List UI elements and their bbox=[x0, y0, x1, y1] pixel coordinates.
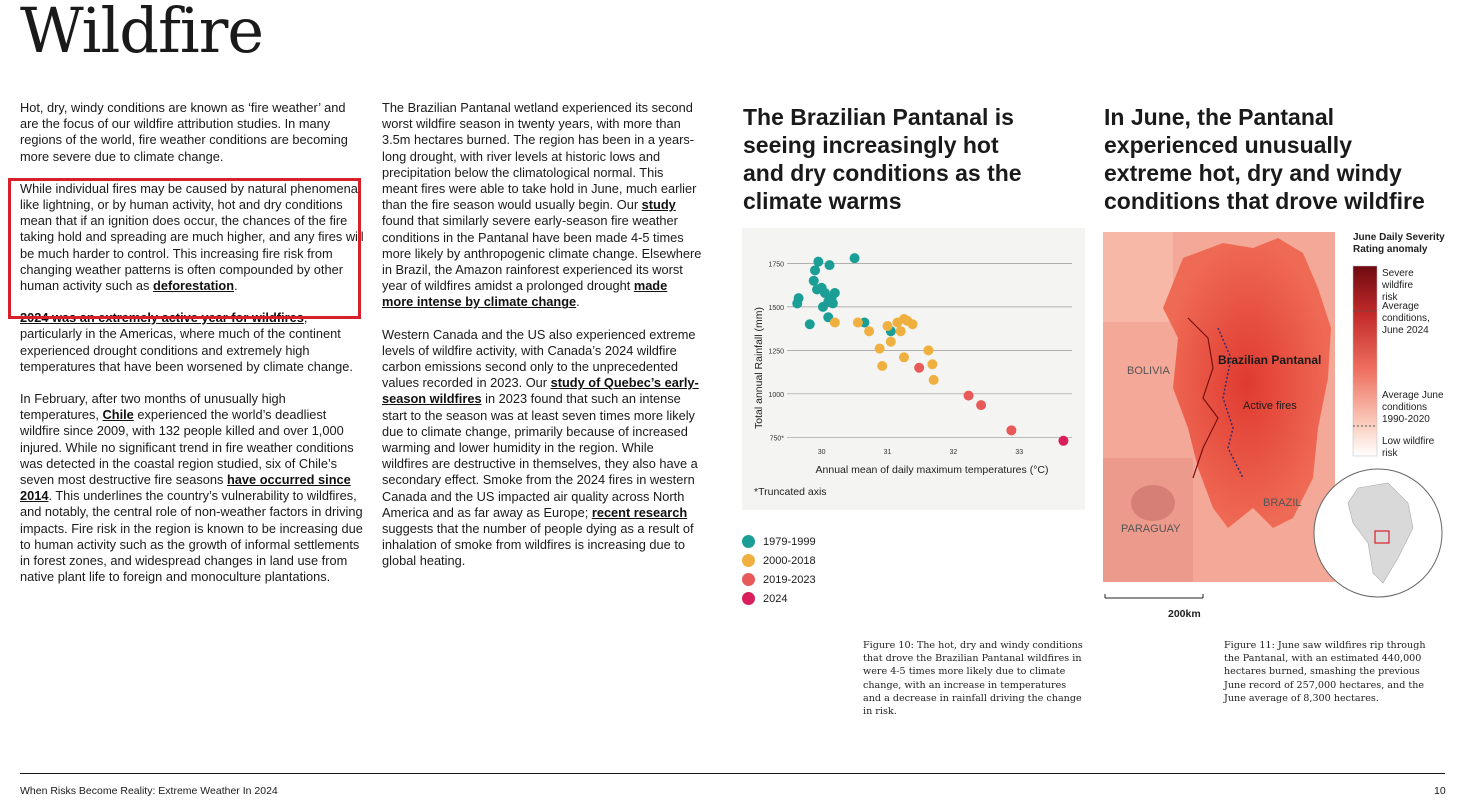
figure11-caption: Figure 11: June saw wildfires rip through the Pantanal, with an estimated 440,000 hectares burned, smashing the previous June record of 257,000 hectares, and the June average of 8,300 hectares. bbox=[1224, 640, 1426, 704]
since-2014-link[interactable]: have occurred since 2014 bbox=[20, 472, 351, 504]
legend-label: 2024 bbox=[763, 592, 788, 605]
data-point bbox=[899, 352, 909, 362]
legend-item bbox=[742, 551, 816, 570]
paragraph-text: , particularly in the Americas, where much of the continent experienced drought conditions and extremely high temperatures that have been worsened by climate change. bbox=[20, 310, 353, 374]
legend-item bbox=[742, 589, 816, 608]
y-tick-labels bbox=[768, 261, 784, 442]
label-pantanal: Brazilian Pantanal bbox=[1218, 353, 1322, 367]
map-shade bbox=[1131, 485, 1175, 521]
x-tick-label: 31 bbox=[883, 449, 892, 456]
legend-swatch bbox=[742, 554, 755, 567]
deforestation-link[interactable]: deforestation bbox=[153, 278, 235, 294]
label-paraguay: PARAGUAY bbox=[1121, 523, 1181, 535]
data-point bbox=[794, 293, 804, 303]
data-point bbox=[1006, 425, 1016, 435]
scatter-chart bbox=[742, 228, 1085, 510]
data-point bbox=[875, 344, 885, 354]
chile-link[interactable]: Chile bbox=[102, 407, 134, 423]
text-column-1 bbox=[20, 100, 365, 601]
y-axis-label: Total annual Rainfall (mm) bbox=[753, 307, 765, 429]
legend-item bbox=[742, 532, 816, 551]
x-tick-label: 33 bbox=[1015, 449, 1024, 456]
figure10-heading: The Brazilian Pantanal is seeing increasingly hot and dry conditions as the climate warms bbox=[743, 104, 1022, 214]
legend-label: 1979-1999 bbox=[763, 535, 816, 548]
legend-swatch bbox=[742, 592, 755, 605]
data-point bbox=[1058, 436, 1068, 446]
data-point bbox=[809, 276, 819, 286]
chart-legend bbox=[742, 532, 816, 608]
data-point bbox=[927, 359, 937, 369]
quebec-study-link[interactable]: study of Quebec’s early-season wildfires bbox=[382, 375, 699, 407]
data-point bbox=[929, 375, 939, 385]
paragraph-text: In February, after two months of unusually high temperatures, bbox=[20, 391, 286, 423]
legend-avg-june: Average June conditions 1990-2020 bbox=[1382, 390, 1444, 425]
label-brazil: BRAZIL bbox=[1263, 497, 1302, 509]
y-tick-label: 750* bbox=[769, 435, 784, 443]
data-point bbox=[886, 337, 896, 347]
legend-label: 2000-2018 bbox=[763, 554, 816, 567]
recent-research-link[interactable]: recent research bbox=[591, 504, 688, 520]
page-number: 10 bbox=[1434, 785, 1446, 797]
legend-avg-2024: Average conditions, June 2024 bbox=[1382, 301, 1430, 336]
study-link[interactable]: study bbox=[641, 197, 676, 213]
data-point bbox=[830, 288, 840, 298]
page-title: Wildfire bbox=[20, 0, 264, 67]
x-tick-label: 32 bbox=[949, 449, 958, 456]
data-point bbox=[976, 400, 986, 410]
label-active-fires: Active fires bbox=[1243, 400, 1297, 412]
data-point bbox=[864, 326, 874, 336]
footer-divider bbox=[20, 773, 1445, 774]
data-point bbox=[877, 361, 887, 371]
paragraph-pantanal bbox=[382, 100, 702, 311]
map-legend-gradient bbox=[1353, 266, 1377, 456]
paragraph-chile bbox=[20, 391, 365, 585]
climate-change-link[interactable]: made more intense by climate change bbox=[382, 278, 668, 310]
map-shade bbox=[1103, 232, 1173, 322]
paragraph-text: Western Canada and the US also experienced extreme levels of wildfire activity, with Canada’s 2024 wildfire carbon emissions second only to the unprecedented values recorded in 2023. Our bbox=[382, 326, 696, 391]
y-tick-label: 1250 bbox=[768, 348, 784, 356]
y-tick-label: 1500 bbox=[768, 304, 784, 312]
data-point bbox=[883, 321, 893, 331]
legend-low: Low wildfire risk bbox=[1382, 436, 1435, 459]
data-point bbox=[908, 319, 918, 329]
data-point bbox=[825, 260, 835, 270]
legend-label: 2019-2023 bbox=[763, 573, 816, 586]
data-point bbox=[914, 363, 924, 373]
legend-severe: Severe wildfire risk bbox=[1382, 268, 1414, 303]
data-point bbox=[830, 318, 840, 328]
paragraph-2024-active bbox=[20, 310, 365, 375]
data-point bbox=[896, 326, 906, 336]
pantanal-map bbox=[1103, 228, 1448, 628]
data-point bbox=[853, 318, 863, 328]
data-point bbox=[813, 257, 823, 267]
paragraph-text: experienced the world’s deadliest wildfire since 2009, with 132 people killed and over 1,000 injured. While no significant trend in fire weather conditions was detected in the coastal region studied, six of Chile’s seven most destructive fire seasons bbox=[20, 407, 354, 488]
paragraph-text: . This underlines the country’s vulnerability to wildfires, and notably, the central role of non-weather factors in driving impacts. Fire risk in the region is known to be increasing due to human activity such as the growth of informal settlements in forest zones, and widespread changes in land use from native plant life to foreign and monoculture plantations. bbox=[20, 488, 363, 585]
chart-points bbox=[792, 253, 1068, 446]
text-column-2 bbox=[382, 100, 702, 586]
legend-swatch bbox=[742, 535, 755, 548]
data-point bbox=[810, 265, 820, 275]
paragraph-text: suggests that the number of people dying as a result of inhalation of smoke from wildfires is increasing due to global heating. bbox=[382, 521, 694, 569]
legend-item bbox=[742, 570, 816, 589]
truncated-axis-note: *Truncated axis bbox=[754, 486, 827, 498]
paragraph-text: While individual fires may be caused by natural phenomena like lightning, or by human activity, hot and dry conditions mean that if an ignition does occur, the chances of the fire taking hold and spreading are much higher, and any fires will be much harder to control. This increasing fire risk from changing weather patterns is often compounded by other human activity such as bbox=[20, 180, 364, 294]
x-axis-label: Annual mean of daily maximum temperatures (°C) bbox=[815, 464, 1049, 476]
highlight-box bbox=[8, 178, 361, 319]
data-point bbox=[964, 391, 974, 401]
label-bolivia: BOLIVIA bbox=[1127, 365, 1170, 377]
scatter-chart-panel bbox=[742, 228, 1085, 510]
scale-label: 200km bbox=[1168, 608, 1201, 620]
data-point bbox=[923, 345, 933, 355]
map-legend-labels bbox=[1381, 268, 1444, 459]
paragraph-text: found that similarly severe early-season fire weather conditions in the Pantanal have been made 4-5 times more likely by anthropogenic climate change. Elsewhere in Brazil, the Amazon rainforest experienced its worst year of wildfires amidst a prolonged drought bbox=[382, 213, 702, 294]
y-tick-label: 1750 bbox=[768, 261, 784, 269]
x-tick-label: 30 bbox=[817, 449, 826, 456]
map-legend-title: June Daily Severity Rating anomaly bbox=[1353, 232, 1445, 255]
figure10-caption: Figure 10: The hot, dry and windy conditions that drove the Brazilian Pantanal wildfires in were 4-5 times more likely due to climate change, with an increase in temperatures and a decrease in rainfall driving the change in risk. bbox=[863, 640, 1083, 718]
footer-title: When Risks Become Reality: Extreme Weather In 2024 bbox=[20, 785, 278, 797]
paragraph-text: . bbox=[234, 278, 238, 294]
y-tick-label: 1000 bbox=[768, 391, 784, 399]
figure11-heading: In June, the Pantanal experienced unusually extreme hot, dry and windy conditions that drove wildfire bbox=[1104, 104, 1425, 214]
legend-swatch bbox=[742, 573, 755, 586]
data-point bbox=[828, 298, 838, 308]
x-tick-labels bbox=[818, 449, 1024, 456]
data-point bbox=[850, 253, 860, 263]
paragraph-text: . bbox=[576, 294, 580, 310]
paragraph-text: The Brazilian Pantanal wetland experienced its second worst wildfire season in twenty years, with more than 3.5m hectares burned. The region has been in a years-long drought, with river levels at historic lows and precipitation below the climatological normal. This meant fires were able to take hold in June, much earlier than the fire season would usually begin. Our bbox=[382, 100, 697, 213]
active-year-link[interactable]: 2024 was an extremely active year for wildfires bbox=[20, 310, 304, 326]
paragraph-canada bbox=[382, 327, 702, 570]
paragraph-fire-weather: Hot, dry, windy conditions are known as ‘fire weather’ and are the focus of our wildfire attribution studies. In many regions of the world, fire weather conditions are becoming more severe due to climate change. bbox=[20, 100, 348, 164]
data-point bbox=[805, 319, 815, 329]
paragraph-text: in 2023 found that such an intense start to the season was at least seven times more likely due to climate change, primarily because of increased warming and lower humidity in the region. While wildfires are destructive in themselves, they also have a secondary effect. Smoke from the 2024 fires in western Canada and the US impacted air quality across North America and as far away as Europe; bbox=[382, 391, 698, 520]
